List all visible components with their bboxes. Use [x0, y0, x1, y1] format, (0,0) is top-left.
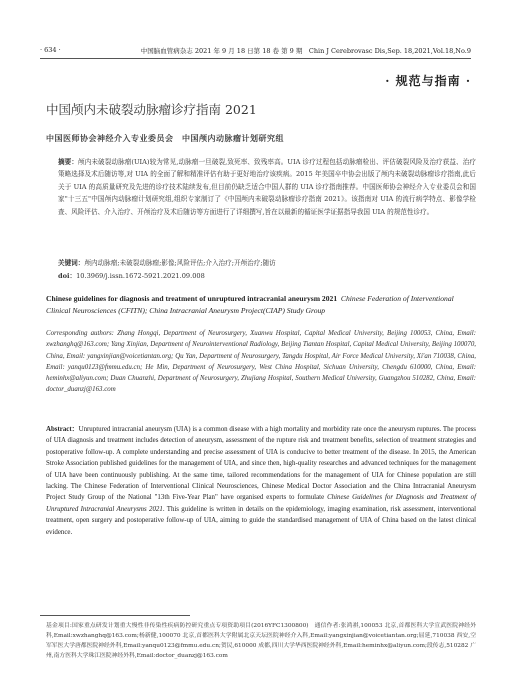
- keywords-cn: [58, 258, 476, 269]
- abstract-en-guideline-title: Chinese Guidelines for Diagnosis and Treatment of Unruptured Intracranial Aneurysms 2021: [46, 494, 477, 513]
- title-cn: 中国颅内未破裂动脉瘤诊疗指南 2021: [46, 102, 257, 117]
- footnote: 基金项目:国家重点研发计划重大慢性非传染性疾病防控研究重点专项资助项目(2016YFC1300800) 通信作者:张鸿祺,100053 北京,首都医科大学宣武医院神经外科,Email:xwzhanghq@163.com;杨新健,100070 北京,首都医科大学附属北京天坛医院神经介入科,Email:yangxinjian@voicetiantan.org;屈延,710038 西安,空军军医大学唐都医院神经外科,Email:yanqu0123@fmmu.edu.cn;贺民,610000 成都,四川大学华西医院神经外科,Email:heminhx@aliyun.com;段传志,510282 广州,南方医科大学珠江医院神经外科,Email:doctor_duanzj@163.com: [46, 623, 476, 659]
- group-en: Chinese Federation of Interventional Clinical Neurosciences (CFITN); China Intracranial Aneurysm Project(CIAP) Study Group: [46, 294, 454, 315]
- doi-label: doi：: [58, 272, 77, 280]
- authors-cn: 中国医师协会神经介入专业委员会 中国颅内动脉瘤计划研究组: [46, 133, 284, 143]
- page-number: · 634 ·: [40, 46, 61, 54]
- running-header: [40, 46, 471, 59]
- journal-line: 中国脑血管病杂志 2021 年 9 月 18 日第 18 卷 第 9 期 Chin J Cerebrovasc Dis,Sep. 18,2021,Vol.18,No.9: [140, 47, 471, 55]
- abstract-cn-label: 摘要：: [58, 158, 79, 166]
- title-en-block: [46, 293, 476, 317]
- abstract-en-text-2: . This guideline is written in details on the epidemiology, imaging examination, risk assessment, interventional treatment, open surgery and postoperative follow-up of UIA, aiming to guide the standardised management of UIA of China based on the latest clinical evidence.: [46, 505, 477, 536]
- abstract-en-text-1: Unruptured intracranial aneurysm (UIA) is a common disease with a high mortality and morbidity rate once the aneurysm ruptures. The process of UIA diagnosis and treatment includes detection of aneurysm, assessment of the rupture risk and treatment benefits, selection of treatment strategies and postoperative follow-up. A complete understanding and precise assessment of UIA is conducive to better treatment of the disease. In 2015, the American Stroke Association published guidelines for the management of UIA, and since then, high-quality researches and advanced techniques for the management of UIA have been continuously publishing. At the same time, tailored recommendations for the management of UIA for Chinese population are still lacking. The Chinese Federation of Interventional Clinical Neurosciences, Chinese Medical Doctor Association and the China Intracranial Aneurysm Project Study Group of the National "13th Five-Year Plan" have organised experts to formulate: [46, 426, 476, 502]
- abstract-cn: [58, 156, 476, 218]
- section-label: · 规范与指南 ·: [385, 74, 471, 88]
- doi: [58, 270, 205, 280]
- keywords-cn-text: 颅内动脉瘤;未破裂动脉瘤;影像;风险评估;介入治疗;开颅治疗;随访: [84, 259, 276, 267]
- keywords-cn-label: 关键词：: [58, 259, 85, 267]
- abstract-cn-text: 颅内未破裂动脉瘤(UIA)较为常见,动脉瘤一旦破裂,致死率、致残率高。UIA 诊疗过程包括动脉瘤检出、评估破裂风险及治疗获益、治疗策略选择及术后随访等,对 UIA 的全面了解和精准评估有助于更好地治疗该疾病。2015 年美国卒中协会出版了颅内未破裂动脉瘤诊疗指南,此后关于 UIA 的高质量研究及先进的诊疗技术陆续发布,但目前仍缺乏适合中国人群的 UIA 诊疗指南推荐。中国医师协会神经介入专业委员会和国家"十三五"中国颅内动脉瘤计划研究组,组织专家制订了《中国颅内未破裂动脉瘤诊疗指南 2021》。该指南对 UIA 的流行病学特点、影像学检查、风险评估、介入治疗、开颅治疗及术后随访等方面进行了详细撰写,旨在以最新的循证医学证据指导我国 UIA 的规范性诊疗。: [58, 158, 477, 216]
- abstract-en: [46, 424, 476, 538]
- title-en: Chinese guidelines for diagnosis and treatment of unruptured intracranial aneurysm 2021: [46, 294, 338, 303]
- doi-value: 10.3969/j.issn.1672-5921.2021.09.008: [76, 272, 205, 280]
- footnote-rule: [40, 615, 190, 616]
- corresponding-authors: Corresponding authors: Zhang Hongqi, Department of Neurosurgery, Xuanwu Hospital, Capital Medical University, Beijing 100053, China, Email: xwzhanghq@163.com; Yang Xinjian, Department of Neurointerventional Radiology, Beijing Tiantan Hospital, Capital Medical University, Beijing 100070, China, Email: yangxinjian@voicetiantan.org; Qu Yan, Department of Neurosurgery, Tangdu Hospital, Air Force Medical University, Xi'an 710038, China, Email: yanqu0123@fmmu.edu.cn; He Min, Department of Neurosurgery, West China Hospital, Sichuan University, Chengdu 610000, China, Email: heminhx@aliyun.com; Duan Chuanzhi, Department of Neurosurgery, Zhujiang Hospital, Southern Medical University, Guangzhou 510282, China, Email: doctor_duanzj@163.com: [46, 330, 476, 394]
- abstract-en-label: Abstract：: [46, 426, 79, 433]
